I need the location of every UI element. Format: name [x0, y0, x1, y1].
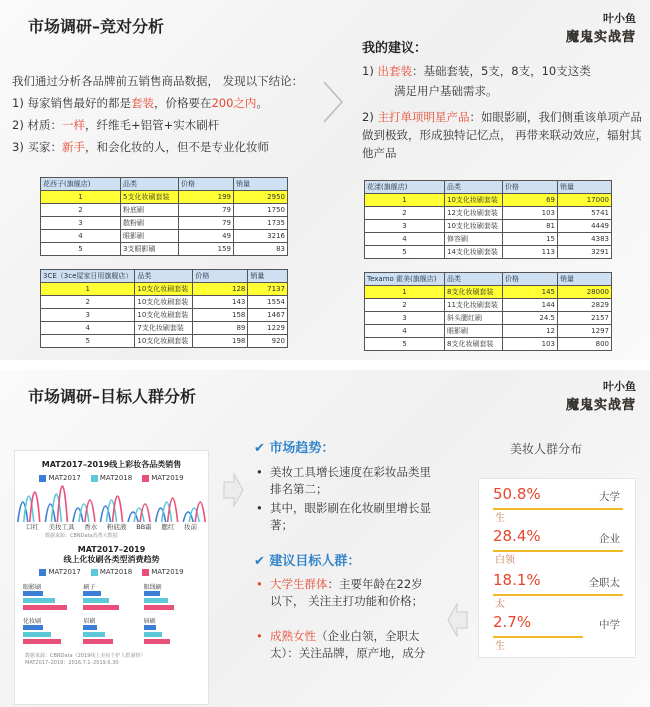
- logo-line1: 叶小鱼: [603, 380, 636, 393]
- advice-1-line2: 满足用户基础需求。: [394, 84, 498, 98]
- table-row: 2 粉底刷 79 1750: [41, 204, 288, 217]
- point-1: 1) 每家销售最好的都是套装，价格要在200之内。: [12, 96, 268, 110]
- brush-trend: 眉刷: [83, 616, 139, 646]
- slide2-title: 市场调研–目标人群分析: [28, 387, 197, 406]
- distribution-row: [493, 527, 628, 566]
- brush-trend: 刷子: [83, 582, 139, 612]
- chart1-source: 数据来源：CBNData消费大数据: [45, 533, 118, 539]
- legend-item: MAT2018: [91, 568, 132, 576]
- category-peak: [57, 486, 67, 522]
- brush-trend: 眼线刷: [144, 582, 200, 612]
- table-row: 3 10支化妆刷套装 81 4449: [365, 220, 612, 233]
- table-3ce: [40, 269, 288, 348]
- brush-trend: 化妆刷: [23, 616, 79, 646]
- chart-peaks: [18, 486, 205, 522]
- table-huayang: [364, 180, 612, 259]
- category-label: 妆前: [184, 523, 198, 531]
- table-row: 5 10支化妆刷套装 198 920: [41, 335, 288, 348]
- category-peak: [85, 500, 95, 522]
- category-peak: [113, 496, 123, 522]
- slide1-title: 市场调研–竞对分析: [28, 17, 165, 36]
- table-row: 1 10支化妆刷套装 69 17000: [365, 194, 612, 207]
- chart2-legend: [15, 568, 208, 576]
- dist-label: 全职太: [588, 577, 620, 589]
- dist-label: 中学: [599, 619, 620, 631]
- logo-line2: 魔鬼实战营: [565, 398, 636, 413]
- category-labels: [15, 522, 208, 531]
- check-icon: ✔: [254, 554, 270, 569]
- category-peak: [45, 504, 55, 522]
- arrow-left-icon: [447, 598, 469, 642]
- logo-line2: 魔鬼实战营: [565, 30, 636, 45]
- dist-label-line2: 白领: [495, 555, 515, 566]
- chevron-right-icon: [322, 80, 344, 124]
- target-item-2: • 成熟女性（企业白领，全职太太）：关注品牌，原产地，成分: [256, 629, 426, 660]
- distribution-row: [493, 485, 628, 524]
- legend-item: MAT2017: [39, 474, 80, 482]
- chart2-title-2: 线上化妆刷各类型消费趋势: [63, 555, 160, 564]
- table-row: 2 10支化妆刷套装 143 1554: [41, 296, 288, 309]
- bullet-icon: •: [256, 577, 263, 591]
- table-row: 1 5支化妆刷套装 199 2950: [41, 191, 288, 204]
- dist-label-line2: 太: [495, 599, 505, 610]
- dist-bar: [493, 594, 623, 596]
- point-2: 2) 材质：一样，纤维毛+铝管+实木刷杆: [12, 118, 220, 132]
- category-peak: [140, 504, 150, 522]
- dist-bar: [493, 636, 583, 638]
- bullet-icon: •: [256, 501, 263, 515]
- brush-trend: 唇刷: [144, 616, 200, 646]
- table-row: 3 斜头腮红刷 24.5 2157: [365, 312, 612, 325]
- dist-label: 企业: [599, 533, 620, 545]
- table-row: 4 眼影刷 12 1297: [365, 325, 612, 338]
- dist-percent: 18.1%: [493, 571, 541, 589]
- table-header: 3CE（3ce屋家日用旗舰店） 品类 价格 销量: [41, 270, 288, 283]
- distribution-panel: [478, 478, 636, 658]
- slide2-logo: [566, 378, 636, 413]
- chart2-source: 数据来源：CBNData《2019线上美妆个护人群洞察》: [25, 653, 146, 659]
- dist-percent: 28.4%: [493, 527, 541, 545]
- chart1-legend: [15, 474, 208, 482]
- dist-bar: [493, 508, 623, 510]
- bullet-icon: •: [256, 465, 263, 479]
- infographic-card: [14, 450, 209, 705]
- table-row: 5 8支化妆刷套装 103 800: [365, 338, 612, 351]
- category-peak: [168, 498, 178, 522]
- dist-percent: 50.8%: [493, 485, 541, 503]
- category-label: 粉底液: [107, 523, 127, 531]
- check-icon: ✔: [254, 441, 270, 456]
- distribution-title: 美妆人群分布: [510, 442, 583, 456]
- logo-line1: 叶小鱼: [603, 12, 636, 25]
- dist-label-line2: 生: [495, 513, 505, 524]
- category-peak: [30, 492, 40, 522]
- advice-1: 1) 出套装：基础套装，5支，8支，10支这类: [362, 64, 591, 78]
- category-label: 腮红: [161, 523, 175, 531]
- distribution-row: [493, 571, 628, 610]
- chart2-period: MAT2017–2019：2016.7.1–2019.6.30: [25, 660, 119, 666]
- trend-title: ✔ 市场趋势：: [254, 441, 335, 456]
- chart2-title-1: MAT2017–2019: [77, 545, 146, 554]
- category-peak: [195, 502, 205, 522]
- table-row: 2 11支化妆刷套装 144 2829: [365, 299, 612, 312]
- category-label: BB霜: [136, 523, 152, 531]
- table-row: 3 10支化妆刷套装 158 1467: [41, 309, 288, 322]
- table-row: 1 8支化妆刷套装 145 28000: [365, 286, 612, 299]
- slide-divider: [0, 360, 650, 370]
- table-row: 1 10支化妆刷套装 128 7137: [41, 283, 288, 296]
- brush-trend: 眼影刷: [23, 582, 79, 612]
- table-header: Texamo 霍美(旗舰店) 品类 价格 销量: [365, 273, 612, 286]
- table-row: 3 散粉刷 79 1735: [41, 217, 288, 230]
- target-item-1: • 大学生群体：主要年龄在22岁以下， 关注主打功能和价格；: [256, 577, 424, 608]
- target-title: ✔ 建议目标人群：: [254, 554, 361, 569]
- dist-label-line2: 生: [495, 641, 505, 652]
- dist-label: 大学: [599, 491, 620, 503]
- table-texamo: [364, 272, 612, 351]
- table-header: 花漾(旗舰店) 品类 价格 销量: [365, 181, 612, 194]
- bullet-icon: •: [256, 629, 263, 643]
- table-row: 4 眼影刷 49 3216: [41, 230, 288, 243]
- category-label: 香水: [84, 523, 98, 531]
- arrow-right-icon: [222, 468, 244, 512]
- point-3: 3) 买家：新手，和会化妆的人，但不是专业化妆师: [12, 140, 269, 154]
- table-header: 花西子(旗舰店) 品类 价格 销量: [41, 178, 288, 191]
- legend-item: MAT2017: [39, 568, 80, 576]
- category-label: 美妆工具: [48, 523, 75, 531]
- slide1-logo: [566, 10, 636, 45]
- legend-item: MAT2019: [142, 568, 183, 576]
- advice-title: 我的建议：: [362, 41, 428, 56]
- table-row: 2 12支化妆刷套装 103 5741: [365, 207, 612, 220]
- table-row: 5 3支眼影刷 159 83: [41, 243, 288, 256]
- chart1-title: MAT2017–2019线上彩妆各品类销售: [41, 460, 182, 469]
- dist-percent: 2.7%: [493, 613, 532, 631]
- intro-text: 我们通过分析各品牌前五销售商品数据， 发现以下结论：: [12, 74, 304, 88]
- table-row: 4 7支化妆刷套装 89 1229: [41, 322, 288, 335]
- category-growth-chart: [15, 484, 208, 522]
- table-row: 5 14支化妆刷套装 113 3291: [365, 246, 612, 259]
- advice-2: 2) 主打单项明星产品：如眼影刷，我们侧重该单项产品做到极致，形成独特记忆点， 再带来联动效应，辐射其他产品: [362, 110, 642, 160]
- table-huaxizi: [40, 177, 288, 256]
- table-row: 4 修容刷 15 4383: [365, 233, 612, 246]
- legend-item: MAT2019: [142, 474, 183, 482]
- trend-item-1: • 美妆工具增长速度在彩妆品类里排名第二；: [256, 465, 431, 496]
- legend-item: MAT2018: [91, 474, 132, 482]
- brush-trend-grid: [15, 576, 208, 646]
- trend-item-2: • 其中，眼影刷在化妆刷里增长显著；: [256, 501, 431, 532]
- distribution-row: [493, 613, 628, 652]
- category-label: 口红: [25, 523, 39, 531]
